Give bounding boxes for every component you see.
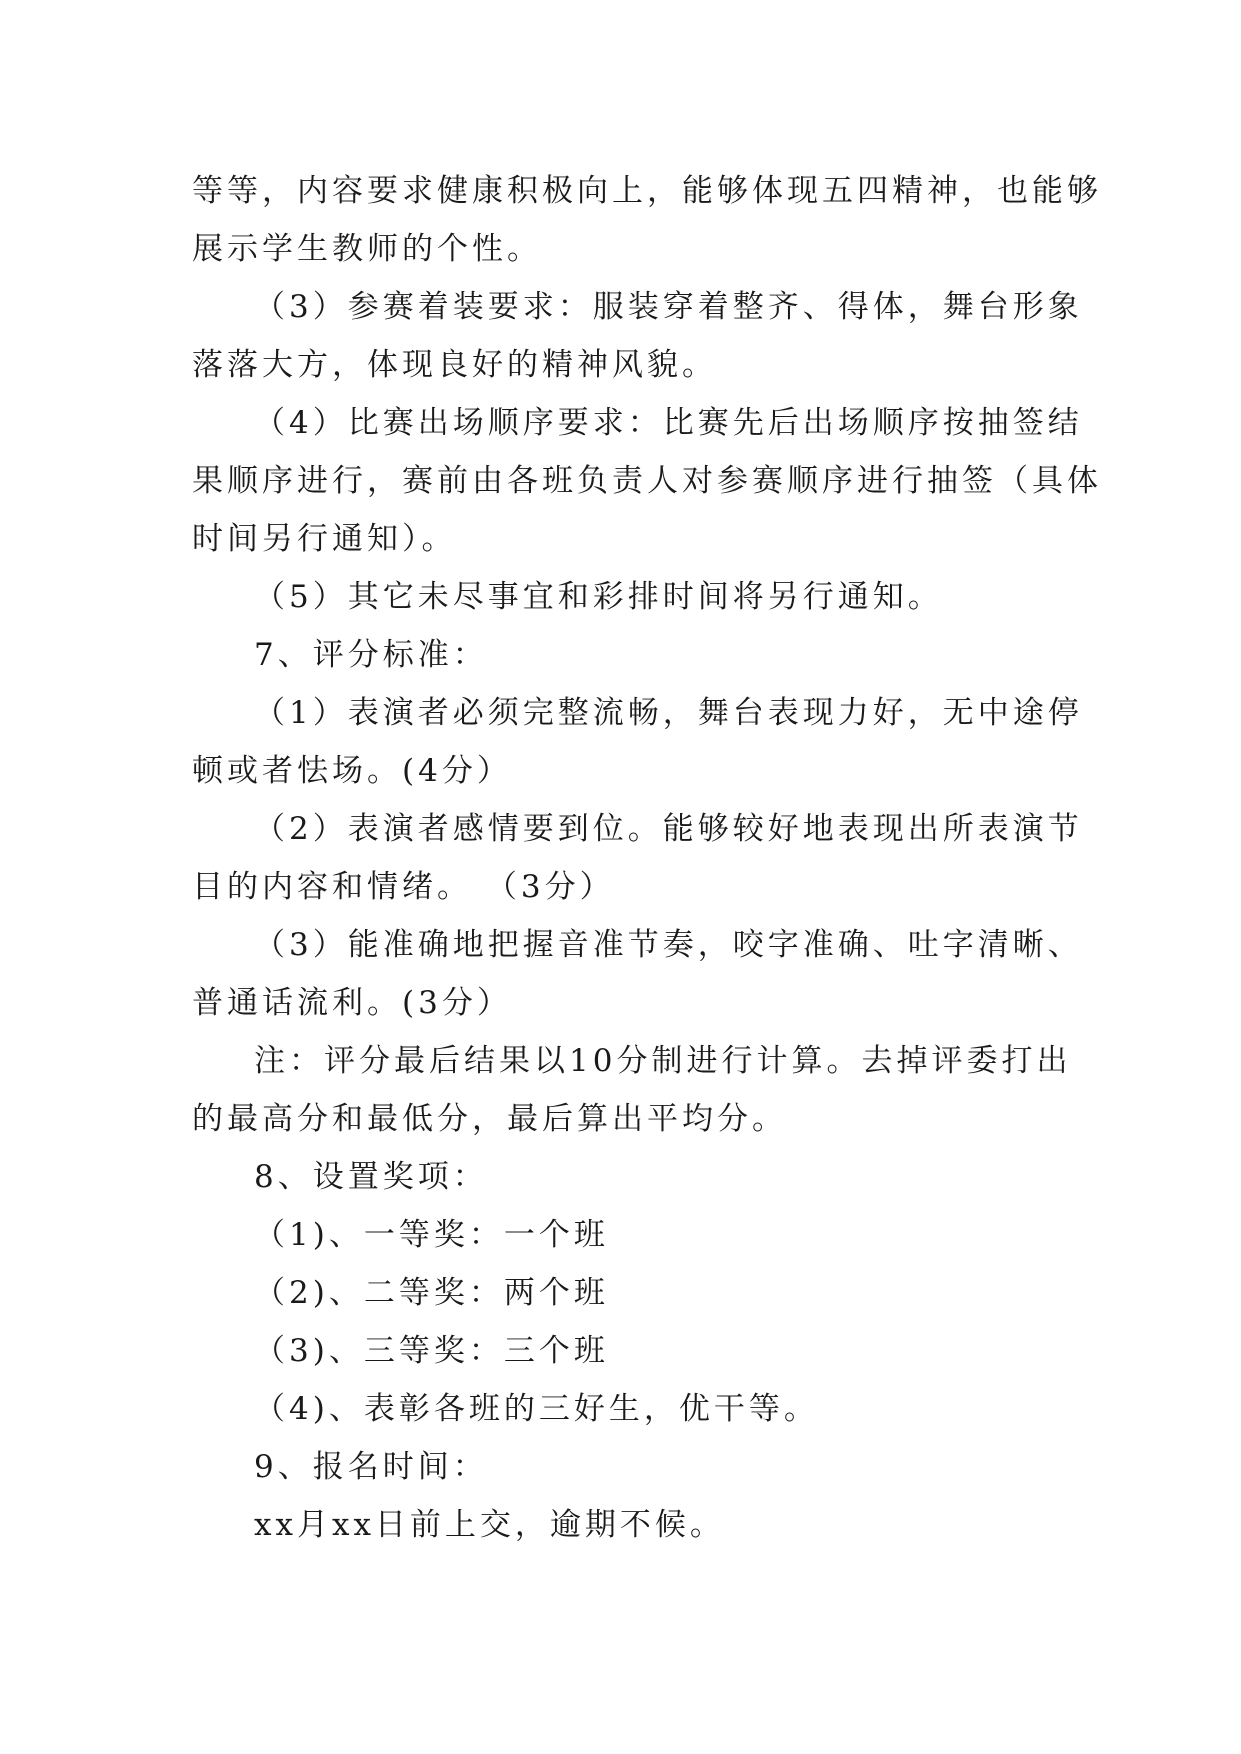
list-item: （2)、二等奖：两个班	[254, 1275, 609, 1311]
section-heading: 7、评分标准：	[254, 637, 488, 673]
text-line: 等等，内容要求健康积极向上，能够体现五四精神，也能够	[192, 173, 1102, 209]
text-line: xx月xx日前上交，逾期不候。	[254, 1507, 725, 1543]
text-line: （5）其它未尽事宜和彩排时间将另行通知。	[254, 579, 943, 615]
note-line: 注：评分最后结果以10分制进行计算。去掉评委打出	[254, 1043, 1072, 1079]
text-line: 目的内容和情绪。 （3分）	[192, 869, 615, 905]
list-item: （3)、三等奖：三个班	[254, 1333, 609, 1369]
text-line: （1）表演者必须完整流畅，舞台表现力好，无中途停	[254, 695, 1083, 731]
text-line: 展示学生教师的个性。	[192, 231, 542, 267]
text-line: （2）表演者感情要到位。能够较好地表现出所表演节	[254, 811, 1083, 847]
list-item: （4)、表彰各班的三好生，优干等。	[254, 1391, 819, 1427]
text-line: 的最高分和最低分，最后算出平均分。	[192, 1101, 787, 1137]
list-item: （1)、一等奖：一个班	[254, 1217, 609, 1253]
text-line: 普通话流利。(3分）	[192, 985, 512, 1021]
text-line: 顿或者怯场。(4分）	[192, 753, 512, 789]
text-line: （4）比赛出场顺序要求：比赛先后出场顺序按抽签结	[254, 405, 1083, 441]
section-heading: 8、设置奖项：	[254, 1159, 488, 1195]
text-line: （3）能准确地把握音准节奏，咬字准确、吐字清晰、	[254, 927, 1083, 963]
text-line: 果顺序进行，赛前由各班负责人对参赛顺序进行抽签（具体	[192, 463, 1102, 499]
text-line: 落落大方，体现良好的精神风貌。	[192, 347, 717, 383]
document-body	[192, 162, 1102, 1554]
section-heading: 9、报名时间：	[254, 1449, 488, 1485]
text-line: （3）参赛着装要求：服装穿着整齐、得体，舞台形象	[254, 289, 1083, 325]
text-line: 时间另行通知）。	[192, 521, 457, 557]
